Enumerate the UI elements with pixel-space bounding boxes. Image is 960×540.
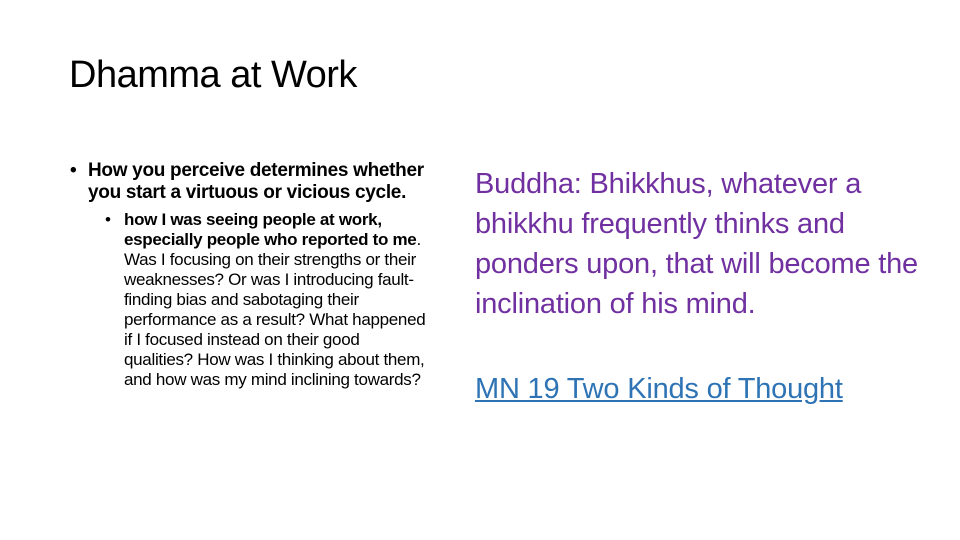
- bullet-dot-icon: •: [70, 160, 77, 181]
- sutta-link[interactable]: MN 19 Two Kinds of Thought: [475, 373, 843, 405]
- bullet-sub-text: . Was I focusing on their strengths or their weaknesses? Or was I introducing fault-finding bias and sabotaging their performance as a result? What happened if I focused instead on their good qualities? How was I thinking about them, and how was my mind inclining towards?: [124, 230, 426, 389]
- buddha-quote: Buddha: Bhikkhus, whatever a bhikkhu frequently thinks and ponders upon, that will become the inclination of his mind.: [475, 168, 918, 320]
- bullet-sub-bold-text: how I was seeing people at work, especially people who reported to me: [124, 210, 417, 249]
- bullet-sub: [105, 210, 430, 390]
- left-content: [70, 160, 430, 390]
- slide-title: Dhamma at Work: [69, 54, 357, 96]
- right-content: [475, 164, 935, 406]
- bullet-dot-icon: •: [105, 210, 111, 229]
- bullet-main-text: How you perceive determines whether you start a virtuous or vicious cycle.: [88, 160, 424, 203]
- bullet-main: [70, 160, 430, 204]
